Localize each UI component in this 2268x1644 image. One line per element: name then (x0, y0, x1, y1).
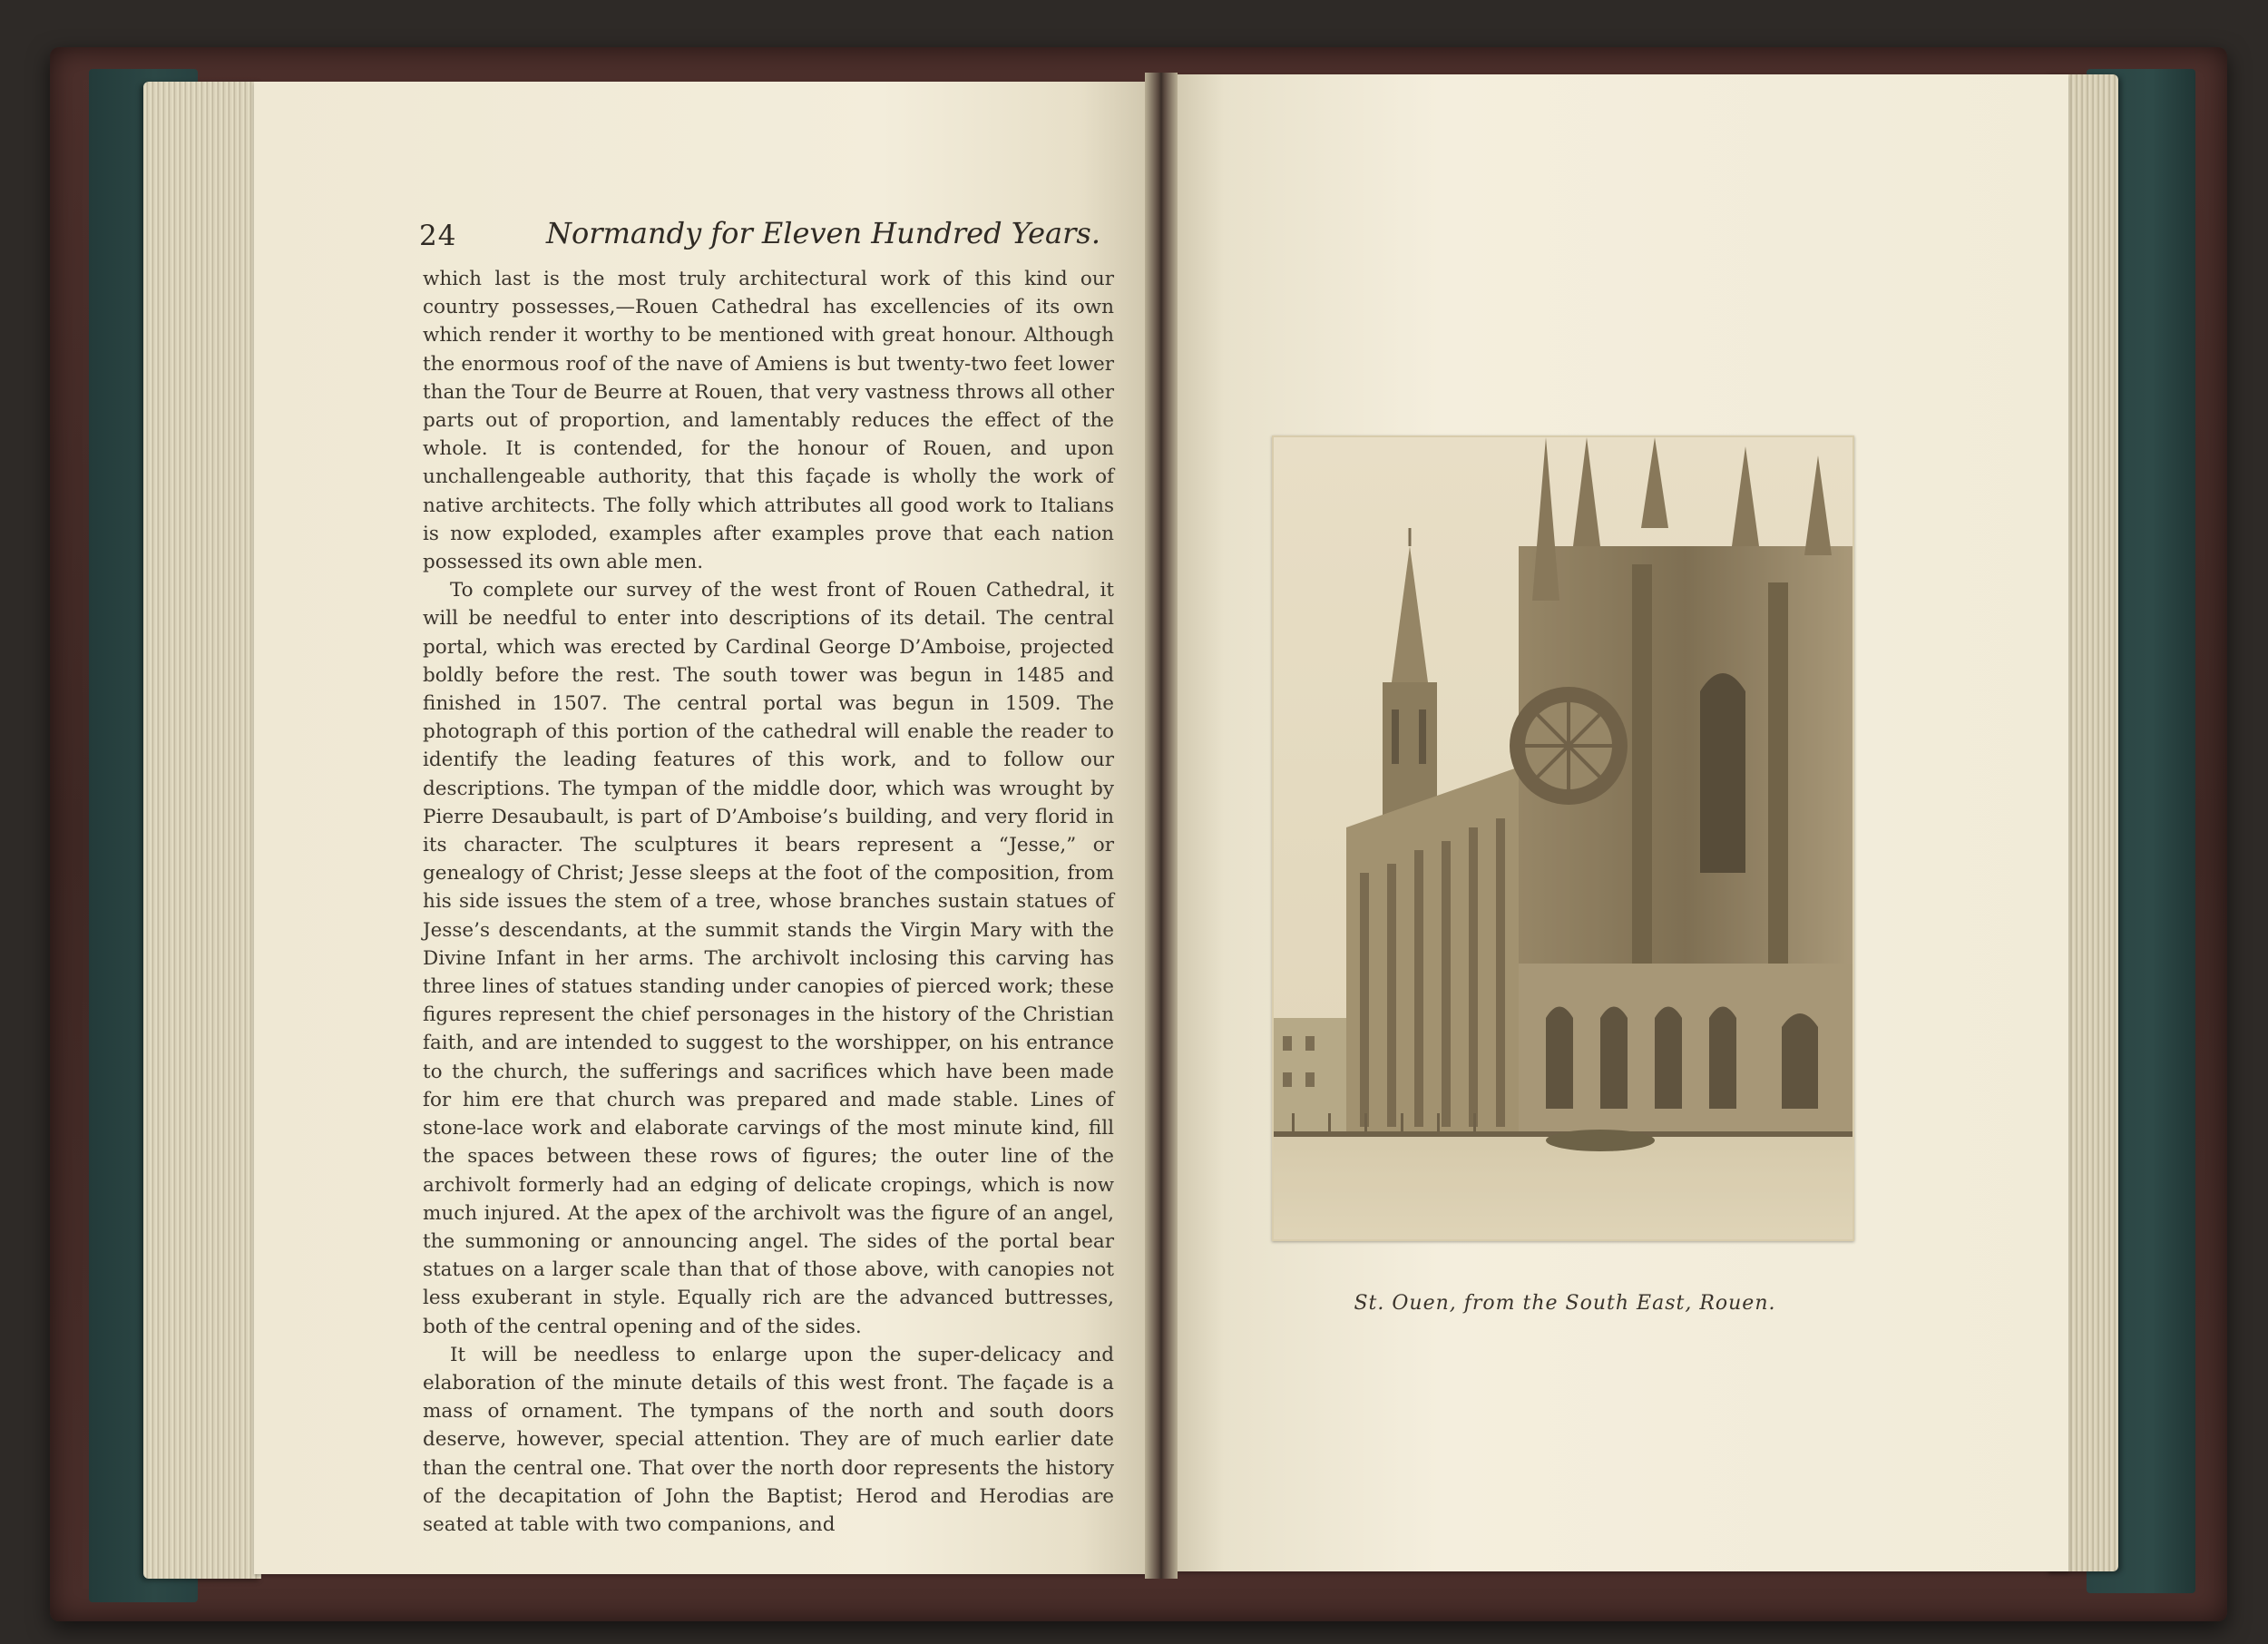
cathedral-illustration (1274, 437, 1853, 1239)
photo-caption: St. Ouen, from the South East, Rouen. (1354, 1292, 1776, 1315)
body-text (423, 265, 1114, 1539)
running-title: Normandy for Eleven Hundred Years. (546, 216, 1100, 250)
paragraph: It will be needless to enlarge upon the super-delicacy and elaboration of the minute details of this west front. The façade is a mass of ornament. The tympans of the north and south doors deserve, however, special attention. They are of much earlier date than the central one. That over the north door represents the history of the decapitation of John the Baptist; Herod and Herodias are seated at table with two companions, and (423, 1343, 1114, 1536)
paragraph: To complete our survey of the west front of Rouen Cathedral, it will be needful to enter into descriptions of its detail. The central portal, which was erected by Cardinal George D’Amboise, projected boldly before the rest. The south tower was begun in 1485 and finished in 1507. The central portal was begun in 1509. The photograph of this portion of the cathedral will enable the reader to identify the leading features of this work, and to follow our descriptions. The tympan of the middle door, which was wrought by Pierre Desaubault, is part of D’Amboise’s building, and very florid in its character. The sculptures it bears represent a “Jesse,” or genealogy of Christ; Jesse sleeps at the foot of the composition, from his side issues the stem of a tree, whose branches sustain statues of Jesse’s descendants, at the summit stands the Virgin Mary with the Divine Infant in her arms. The archivolt inclosing this carving has three lines of statues standing under canopies of pierced work; these figures represent the chief personages in the history of the Christian faith, and are intended to suggest to the worshipper, on his entrance to the church, the sufferings and sacrifices which have been made for him ere that church was prepared and made stable. Lines of stone-lace work and elaborate carvings of the most minute kind, fill the spaces between these rows of figures; the outer line of the archivolt formerly had an edging of delicate cropings, which is now much injured. At the apex of the archivolt was the figure of an angel, the summoning or announcing angel. The sides of the portal bear statues on a larger scale than that of those above, with canopies not less exuberant in style. Equally rich are the advanced buttresses, both of the central opening and of the sides. (423, 579, 1114, 1338)
running-head (419, 216, 1154, 261)
book-gutter (1145, 73, 1178, 1579)
page-number: 24 (419, 220, 457, 252)
paragraph: which last is the most truly architectural work of this kind our country possesses,—Rouen Cathedral has excellencies of its own which render it worthy to be mentioned with great honour. Although the enormous roof of the nave of Amiens is but twenty-two feet lower than the Tour de Beurre at Rouen, that very vastness throws all other parts out of proportion, and lamentably reduces the effect of the whole. It is contended, for the honour of Rouen, and upon unchallengeable authority, that this façade is wholly the work of native architects. The folly which attributes all good work to Italians is now exploded, examples after examples prove that each nation possessed its own able men. (423, 268, 1114, 574)
cathedral-photograph (1274, 437, 1853, 1239)
page-edges-left (143, 82, 261, 1579)
